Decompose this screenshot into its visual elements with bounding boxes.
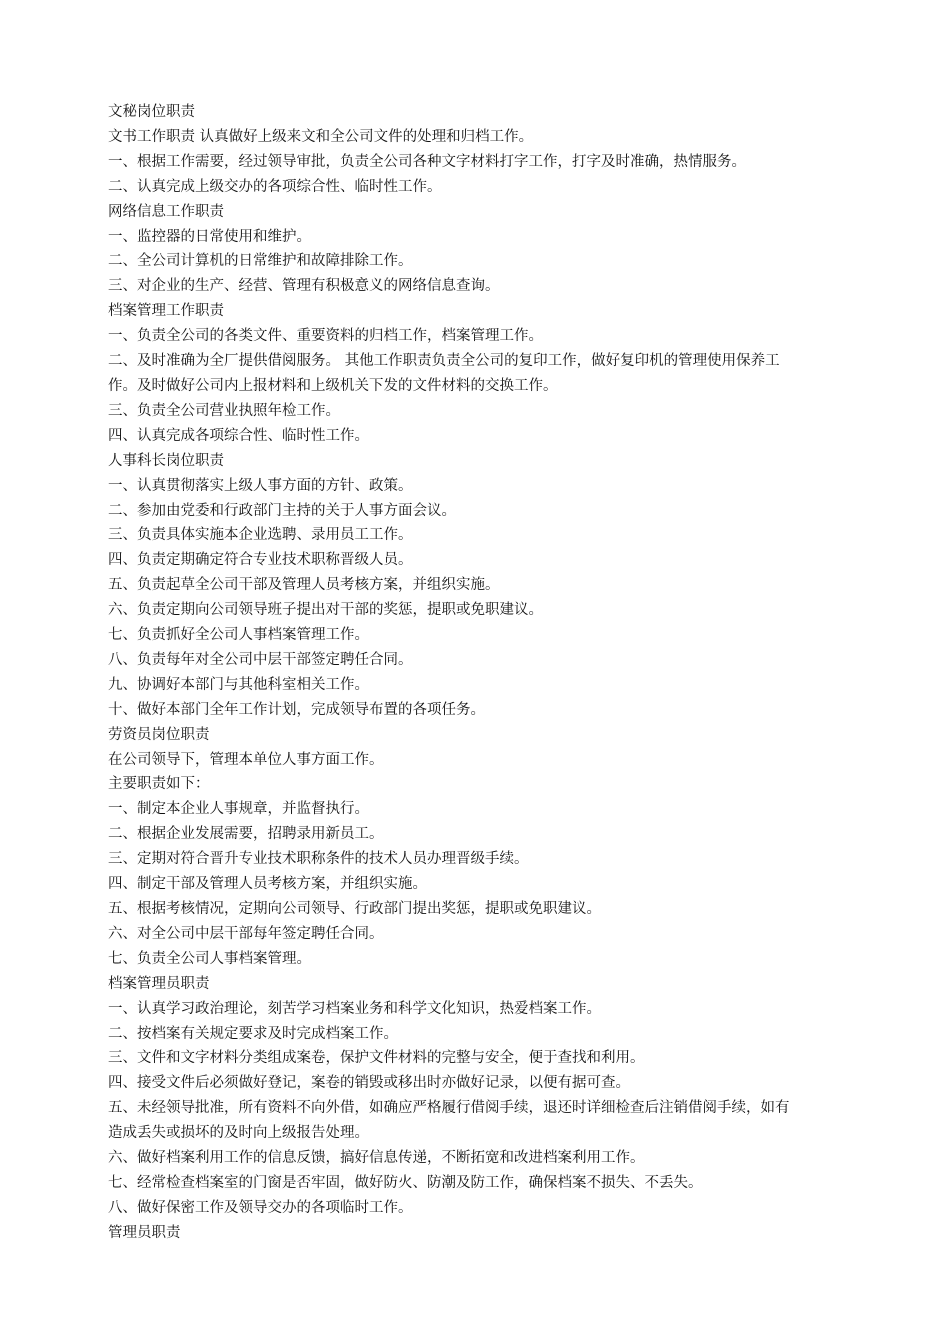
doc-line: 三、定期对符合晋升专业技术职称条件的技术人员办理晋级手续。 <box>108 851 529 868</box>
doc-line: 二、按档案有关规定要求及时完成档案工作。 <box>108 1025 398 1042</box>
doc-line: 七、负责抓好全公司人事档案管理工作。 <box>108 627 369 644</box>
doc-line: 三、负责全公司营业执照年检工作。 <box>108 402 340 419</box>
doc-line: 九、协调好本部门与其他科室相关工作。 <box>108 676 369 693</box>
doc-line: 四、认真完成各项综合性、临时性工作。 <box>108 427 369 444</box>
doc-line: 六、负责定期向公司领导班子提出对干部的奖惩，提职或免职建议。 <box>108 602 543 619</box>
doc-line: 五、负责起草全公司干部及管理人员考核方案，并组织实施。 <box>108 577 500 594</box>
doc-line: 四、制定干部及管理人员考核方案，并组织实施。 <box>108 876 427 893</box>
doc-line: 二、参加由党委和行政部门主持的关于人事方面会议。 <box>108 502 456 519</box>
doc-line: 八、负责每年对全公司中层干部签定聘任合同。 <box>108 651 413 668</box>
section-title-secretary: 文秘岗位职责 <box>108 104 195 120</box>
section-title-manager: 管理员职责 <box>108 1224 181 1241</box>
section-title-labor: 劳资员岗位职责 <box>108 726 210 743</box>
doc-line: 二、及时准确为全厂提供借阅服务。 其他工作职责负责全公司的复印工作，做好复印机的管理使用保养工 <box>108 353 780 370</box>
section-title-archivist: 档案管理员职责 <box>108 975 210 992</box>
doc-line: 三、文件和文字材料分类组成案卷，保护文件材料的完整与安全，便于查找和利用。 <box>108 1050 645 1067</box>
doc-line: 四、负责定期确定符合专业技术职称晋级人员。 <box>108 552 413 569</box>
doc-line: 一、根据工作需要，经过领导审批，负责全公司各种文字材料打字工作，打字及时准确，热情服务。 <box>108 153 746 170</box>
doc-line: 五、根据考核情况，定期向公司领导、行政部门提出奖惩，提职或免职建议。 <box>108 901 601 917</box>
doc-line: 三、对企业的生产、经营、管理有积极意义的网络信息查询。 <box>108 278 500 295</box>
doc-line: 三、负责具体实施本企业选聘、录用员工工作。 <box>108 527 413 544</box>
document-body <box>108 100 868 1246</box>
doc-line: 六、做好档案利用工作的信息反馈，搞好信息传递，不断拓宽和改进档案利用工作。 <box>108 1150 645 1167</box>
doc-line: 一、认真学习政治理论，刻苦学习档案业务和科学文化知识，热爱档案工作。 <box>108 1000 601 1017</box>
doc-line: 一、认真贯彻落实上级人事方面的方针、政策。 <box>108 477 413 494</box>
doc-line: 二、全公司计算机的日常维护和故障排除工作。 <box>108 253 413 270</box>
doc-line: 一、负责全公司的各类文件、重要资料的归档工作，档案管理工作。 <box>108 328 543 345</box>
section-title-network: 网络信息工作职责 <box>108 203 224 220</box>
section-title-archive: 档案管理工作职责 <box>108 303 224 320</box>
doc-line: 二、认真完成上级交办的各项综合性、临时性工作。 <box>108 178 442 195</box>
doc-line: 五、未经领导批准，所有资料不向外借，如确应严格履行借阅手续，退还时详细检查后注销借阅手续，如有 <box>108 1100 790 1117</box>
doc-line: 一、制定本企业人事规章，并监督执行。 <box>108 801 369 818</box>
doc-line: 造成丢失或损坏的及时向上级报告处理。 <box>108 1125 369 1142</box>
doc-line: 十、做好本部门全年工作计划，完成领导布置的各项任务。 <box>108 701 485 718</box>
doc-line: 在公司领导下，管理本单位人事方面工作。 <box>108 751 384 768</box>
doc-line: 四、接受文件后必须做好登记，案卷的销毁或移出时亦做好记录，以便有据可查。 <box>108 1075 630 1092</box>
doc-line: 作。及时做好公司内上报材料和上级机关下发的文件材料的交换工作。 <box>108 377 558 394</box>
doc-line: 一、监控器的日常使用和维护。 <box>108 228 311 245</box>
section-title-hr-chief: 人事科长岗位职责 <box>108 452 224 469</box>
doc-line: 文书工作职责 认真做好上级来文和全公司文件的处理和归档工作。 <box>108 128 534 145</box>
doc-line: 八、做好保密工作及领导交办的各项临时工作。 <box>108 1199 413 1216</box>
doc-line: 七、负责全公司人事档案管理。 <box>108 950 311 967</box>
doc-line: 七、经常检查档案室的门窗是否牢固，做好防火、防潮及防工作，确保档案不损失、不丢失。 <box>108 1174 703 1191</box>
doc-line: 六、对全公司中层干部每年签定聘任合同。 <box>108 925 384 942</box>
doc-line: 二、根据企业发展需要，招聘录用新员工。 <box>108 826 384 843</box>
doc-line: 主要职责如下： <box>108 776 210 793</box>
